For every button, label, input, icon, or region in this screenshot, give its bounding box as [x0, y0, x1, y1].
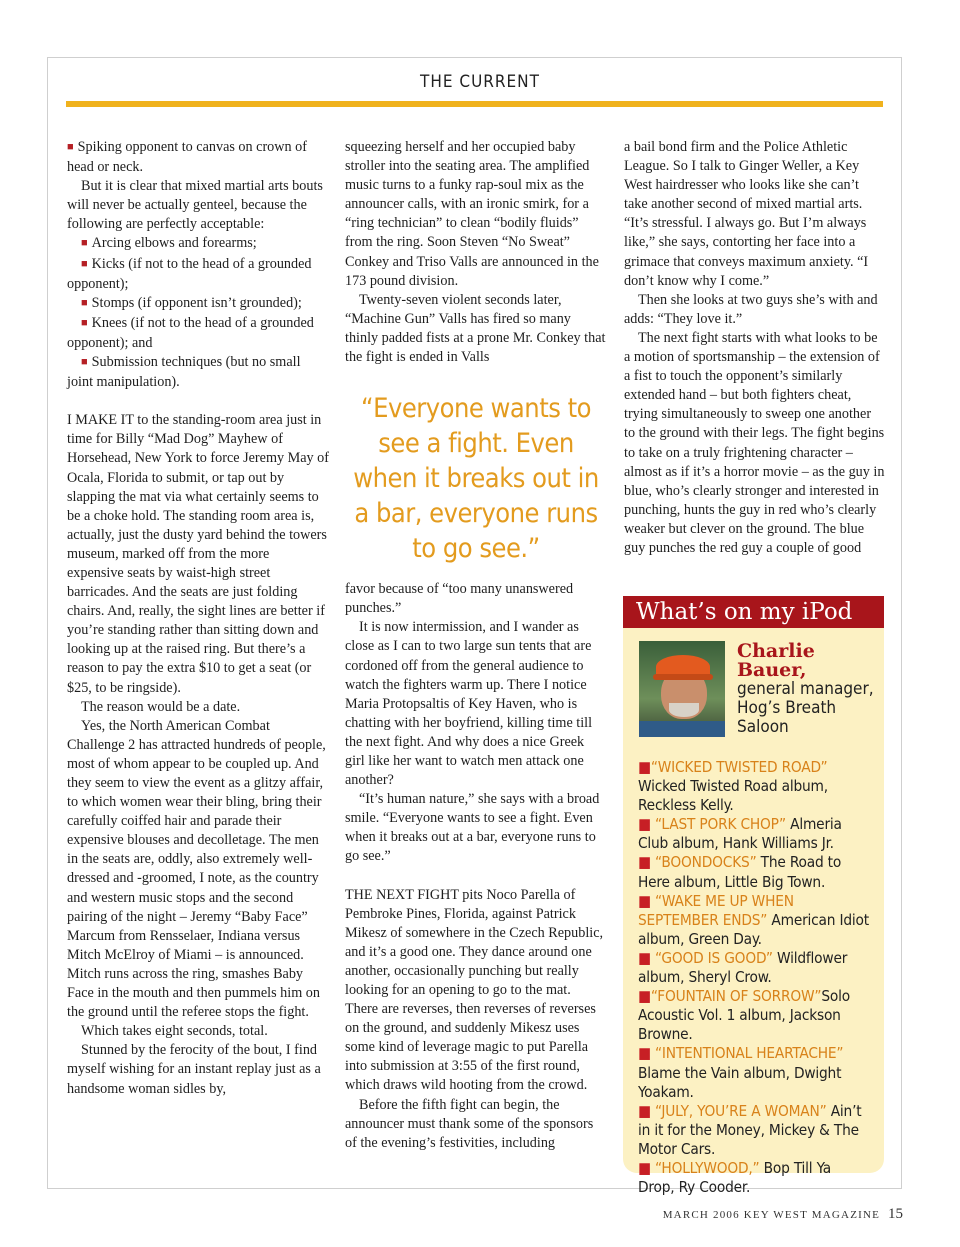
song-item [638, 892, 870, 949]
paragraph: I MAKE IT to the standing-room area just in time for Billy “Mad Dog” Mayhew of Horsehead, New York to force Jeremy May of Ocala, Florida to submit, or tap out by slapping the mat via what certainly seems to be a choke hold. The standing room area is, actually, just the dusty yard behind the towers museum, marked off from the more expensive seats by waist-high street barricades. And the seats are just folding chairs. And, really, the sight lines are better if you’re standing rather than sitting down and looking up at the raised ring. But there’s a reason to pay the extra $10 to get a seat (or $25, to be ringside). [67, 412, 330, 696]
song-album-artist: The Road to Here album, Little Big Town. [638, 853, 842, 891]
title-rule [66, 101, 883, 107]
song-title: “FOUNTAIN OF SORROW” [650, 987, 822, 1006]
song-title: “LAST PORK CHOP” [650, 815, 786, 834]
song-title: “WAKE ME UP WHEN SEPTEMBER ENDS” [638, 891, 794, 929]
square-bullet-icon: ■ [638, 1101, 651, 1120]
song-item [638, 815, 870, 853]
ipod-sidebar-title: What’s on my iPod [623, 596, 884, 628]
song-item [638, 758, 870, 815]
bullet-text: Spiking opponent to canvas on crown of head or neck. [67, 139, 307, 176]
paragraph [67, 255, 329, 294]
paragraph [67, 138, 329, 177]
person-info [737, 642, 884, 737]
square-bullet-icon: ■ [638, 1044, 651, 1063]
column-2-bottom [345, 580, 607, 1153]
song-item [638, 1159, 870, 1197]
ipod-profile [623, 628, 884, 738]
article-column-1 [67, 138, 329, 1099]
song-item [638, 987, 870, 1044]
song-title: “JULY, YOU’RE A WOMAN” [650, 1101, 827, 1120]
paragraph: squeezing herself and her occupied baby stroller into the seating area. The amplified music turns to a funky rap-soul mix as the announcer calls, with an ironic smirk, for a “ring technician” to clean “bodily fluids” from the ring. Soon Steven “No Sweat” Conkey and Triso Valls are announced in the 173 pound division. [345, 139, 599, 289]
person-role: general manager, [737, 679, 874, 699]
bullet-icon [81, 235, 92, 251]
paragraph [67, 294, 329, 314]
bullet-icon [81, 354, 92, 370]
bullet-text: Arcing elbows and forearms; [91, 235, 257, 252]
paragraph [67, 353, 329, 392]
pull-quote: “Everyone wants to see a fight. Even when it breaks out in a bar, everyone runs to go see.” [353, 393, 599, 565]
paragraph: Which takes eight seconds, total. [81, 1023, 268, 1040]
bullet-text: Stomps (if opponent isn’t grounded); [91, 294, 302, 311]
paragraph: It is now intermission, and I wander as close as I can to two large sun tents that are cordoned off from the general audience to watch the fighters warm up. There I notice Maria Protopsaltis of Key Haven, who is chatting with her boyfriend, killing time till the next fight. And why does a nice Greek girl like her want to watch men attack one another? [345, 619, 593, 789]
person-name: Charlie Bauer, [737, 640, 815, 681]
song-album-artist: Wildflower album, Sheryl Crow. [638, 948, 848, 987]
song-title: “WICKED TWISTED ROAD” [650, 758, 828, 776]
paragraph: Yes, the North American Combat Challenge 2 has attracted hundreds of people, most of whom appear to be coupled up. And they seem to view the event as a glitzy affair, to which women wear their bling, bring their carefully coiffed hair and parade their expensive blouses and decolletage. The men in the seats are, oddly, also extremely well-dressed and -groomed, I note, as the country and western music stops and the second pairing of the night – Jeremy “Baby Face” Marcum from Rensselaer, Indiana versus Mitch McElroy of Miami – is announced. Mitch runs across the ring, smashes Baby Face in the mouth and then pummels him on the ground until the referee stops the fight. [67, 717, 326, 1021]
paragraph: But it is clear that mixed martial arts bouts will never be actually genteel, because the following are perfectly acceptable: [67, 178, 323, 233]
paragraph: a bail bond firm and the Police Athletic League. So I talk to Ginger Weller, a Key West hairdresser who looks like she can’t take another second of mixed martial arts. “It’s stressful. I always go. But I’m always like,” she says, contorting her face into a grimace that conveys maximum anxiety. “I don’t know why I come.” [624, 139, 869, 289]
paragraph [67, 314, 329, 353]
article-column-2 [345, 138, 607, 1153]
square-bullet-icon: ■ [638, 815, 651, 834]
square-bullet-icon: ■ [638, 987, 651, 1006]
square-bullet-icon: ■ [638, 948, 651, 967]
song-item [638, 1102, 870, 1159]
song-title: “INTENTIONAL HEARTACHE” [650, 1044, 844, 1063]
paragraph: Twenty-seven violent seconds later, “Machine Gun” Valls has fired so many thinly padded fists at a prone Mr. Conkey that the fight is ended in Valls [345, 291, 606, 366]
paragraph: Before the fifth fight can begin, the announcer must thank some of the sponsors of the evening’s festivities, including [345, 1096, 594, 1151]
square-bullet-icon: ■ [638, 1158, 651, 1177]
song-item [638, 949, 870, 987]
song-title: “BOONDOCKS” [650, 853, 757, 872]
song-album-artist: Blame the Vain album, Dwight Yoakam. [638, 1063, 842, 1101]
paragraph: Stunned by the ferocity of the bout, I find myself wishing for an instant replay just as a handsome woman sidles by, [67, 1042, 321, 1097]
bullet-text: Kicks (if not to the head of a grounded opponent); [67, 255, 312, 292]
song-title: “HOLLYWOOD,” [650, 1158, 760, 1177]
bullet-text: Knees (if not to the head of a grounded opponent); and [67, 314, 314, 351]
song-title: “GOOD IS GOOD” [650, 948, 773, 967]
paragraph: Then she looks at two guys she’s with and adds: “They love it.” [624, 291, 878, 327]
paragraph: The next fight starts with what looks to be a motion of sportsmanship – the extension of a fist to touch the opponent’s similarly extended hand – but both fighters cheat, trying simultaneously to sweep one another to the ground with their legs. The fight begins to take on a truly frightening character – almost as if it’s a horror movie – as the guy in blue, who’s clearly stronger and interested in punching, hunts the guy in red who’s clearly weaker but clever on the ground. The blue guy punches the red guy a couple of good [624, 329, 885, 556]
bullet-icon [67, 139, 78, 155]
song-item [638, 1044, 870, 1101]
bullet-icon [81, 315, 92, 331]
song-album-artist: Wicked Twisted Road album, Reckless Kelly. [638, 777, 828, 815]
song-album-artist: Almeria Club album, Hank Williams Jr. [638, 815, 842, 853]
paragraph [67, 234, 329, 254]
page-footer [663, 1206, 903, 1223]
square-bullet-icon: ■ [638, 853, 651, 872]
song-album-artist: Ain’t in it for the Money, Mickey & The Motor Cars. [638, 1101, 862, 1158]
paragraph: favor because of “too many unanswered punches.” [345, 581, 574, 617]
issue-label: MARCH 2006 KEY WEST MAGAZINE [662, 1209, 881, 1221]
song-album-artist: Solo Acoustic Vol. 1 album, Jackson Browne. [638, 987, 850, 1044]
section-title: THE CURRENT [420, 72, 540, 92]
square-bullet-icon: ■ [638, 891, 651, 910]
column-2-top [345, 138, 607, 367]
bullet-text: Submission techniques (but no small joint manipulation). [67, 354, 301, 391]
song-album-artist: American Idiot album, Green Day. [638, 910, 869, 948]
paragraph: The reason would be a date. [81, 698, 241, 715]
paragraph: “It’s human nature,” she says with a broad smile. “Everyone wants to see a fight. Even when it breaks out at a bar, everyone runs to go see.” [345, 791, 600, 865]
bullet-icon [81, 256, 92, 272]
ipod-sidebar [623, 596, 884, 1197]
bullet-icon [81, 295, 92, 311]
song-list [623, 738, 884, 1197]
article-column-3 [624, 138, 885, 558]
portrait-photo [639, 641, 725, 737]
square-bullet-icon: ■ [638, 758, 651, 776]
song-item [638, 853, 870, 891]
person-workplace: Hog’s Breath Saloon [737, 698, 837, 737]
song-album-artist: Bop Till Ya Drop, Ry Cooder. [638, 1158, 831, 1197]
page-number: 15 [888, 1206, 903, 1222]
paragraph: THE NEXT FIGHT pits Noco Parella of Pembroke Pines, Florida, against Patrick Mikesz of somewhere in the Czech Republic, and it’s a good one. They dance around one another, occasionally punching but really looking for an opening to go to the mat. There are reverses, then reverses of reverses on the ground, and suddenly Mikesz uses some kind of leverage magic to put Parella into submission at 3:55 of the first round, which draws wild hooting from the crowd. [345, 886, 604, 1094]
